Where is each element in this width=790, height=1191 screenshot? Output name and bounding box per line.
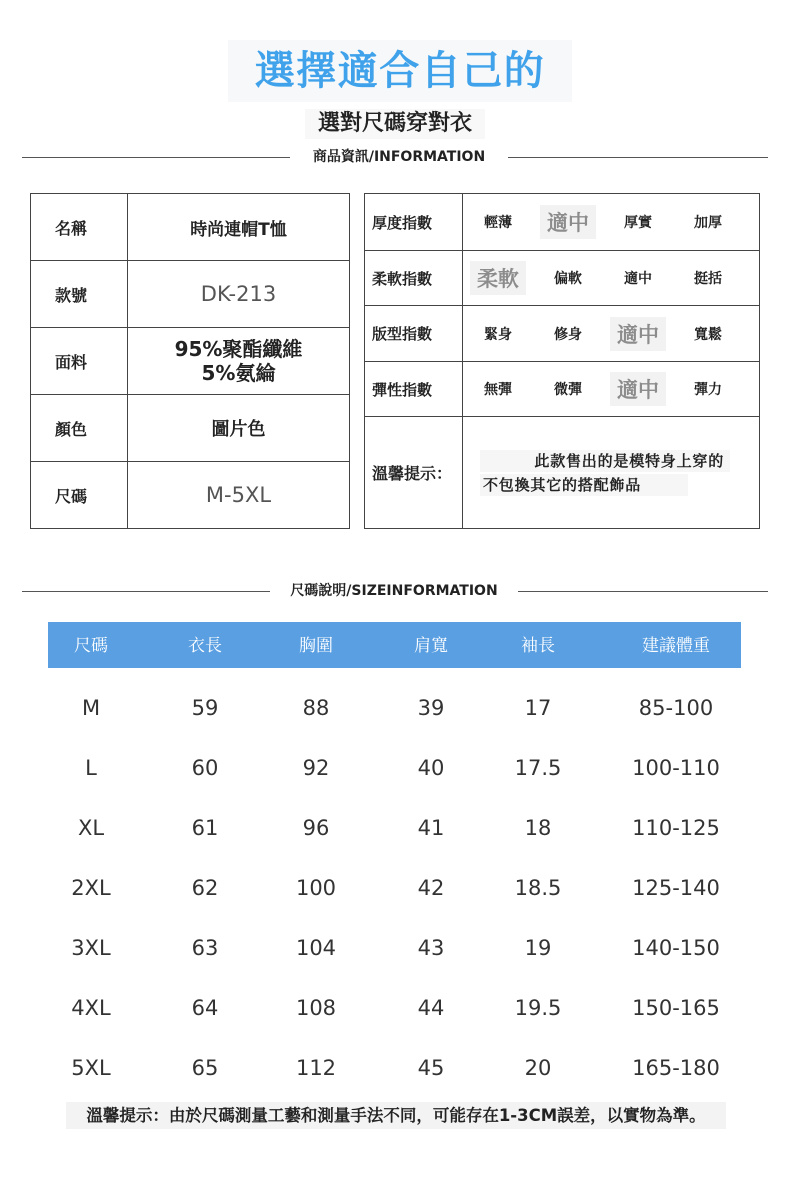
size-cell: 17 [524,696,552,720]
index-option-label: 柔軟 [470,261,526,295]
section-heading-info: 商品資訊/INFORMATION [312,149,486,165]
size-cell: XL [77,816,105,840]
size-cell: L [85,756,97,780]
size-cell: 110-125 [632,816,720,840]
index-option [673,212,743,232]
size-cell: 4XL [71,996,111,1020]
size-cell: 18.5 [514,876,562,900]
index-row-fit [365,305,759,361]
index-option [533,268,603,288]
size-cell: 140-150 [632,936,720,960]
info-value: DK-213 [200,282,277,306]
size-cell: 17.5 [514,756,562,780]
divider-line [518,591,768,592]
size-cell: 43 [417,936,445,960]
size-header-cell: 衣長 [188,636,222,656]
size-cell: 2XL [71,876,111,900]
info-value [128,328,349,394]
size-cell: 92 [302,756,330,780]
info-value: 時尚連帽T恤 [190,219,287,240]
size-cell: 42 [417,876,445,900]
index-option [463,324,533,344]
index-option [533,205,603,239]
index-options [463,306,759,361]
info-label: 名稱 [31,194,128,260]
fabric-line: 5%氨綸 [201,361,276,385]
size-cell: 59 [191,696,219,720]
index-option [463,212,533,232]
size-cell: M [81,696,101,720]
index-row-thickness [365,194,759,250]
index-option-label: 挺括 [694,271,722,287]
table-row [0,738,790,798]
info-label: 面料 [31,328,128,394]
index-option-label: 彈力 [694,382,722,398]
size-cell: 45 [417,1056,445,1080]
index-option-label: 加厚 [694,215,722,231]
index-label: 版型指數 [365,306,463,361]
size-cell: 96 [302,816,330,840]
info-row-name [31,194,349,260]
index-option-label: 緊身 [484,326,512,343]
table-row [0,858,790,918]
info-label: 顏色 [31,395,128,461]
index-options [463,251,759,305]
index-option [603,317,673,351]
index-option [673,324,743,344]
size-cell: 63 [191,936,219,960]
index-option-label: 寬鬆 [694,326,722,343]
size-cell: 88 [302,696,330,720]
index-option-label: 微彈 [554,382,582,398]
product-info-table [30,193,350,529]
index-option-label: 修身 [554,326,582,343]
table-row [0,678,790,738]
size-cell: 108 [295,996,337,1020]
size-cell: 100-110 [632,756,720,780]
size-cell: 64 [191,996,219,1020]
size-cell: 39 [417,696,445,720]
index-row-elasticity [365,361,759,416]
size-cell: 62 [191,876,219,900]
index-options [463,362,759,416]
size-cell: 100 [295,876,337,900]
page-subtitle: 選對尺碼穿對衣 [305,109,485,139]
table-row [0,918,790,978]
size-cell: 125-140 [632,876,720,900]
size-cell: 61 [191,816,219,840]
info-value: 圖片色 [211,419,266,440]
size-header-cell: 建議體重 [642,636,710,656]
index-option-label: 適中 [610,317,666,351]
table-row [0,978,790,1038]
index-option-label: 適中 [624,271,652,287]
index-option [603,372,673,406]
size-cell: 19.5 [514,996,562,1020]
size-table [0,622,790,1098]
divider-line [22,591,270,592]
divider-line [22,157,290,158]
size-cell: 18 [524,816,552,840]
size-cell: 40 [417,756,445,780]
index-label: 厚度指數 [365,194,463,250]
index-options [463,194,759,250]
index-option-label: 輕薄 [484,215,512,231]
notice-content [463,417,759,528]
index-option-label: 厚實 [624,215,652,231]
footer-note: 溫馨提示：由於尺碼測量工藝和測量手法不同，可能存在1-3CM誤差，以實物為準。 [66,1102,726,1129]
info-row-size [31,461,349,528]
size-header-cell: 肩寬 [414,636,448,656]
size-cell: 85-100 [638,696,714,720]
info-row-fabric [31,327,349,394]
size-cell: 44 [417,996,445,1020]
notice-line: 不包換其它的搭配飾品 [480,474,688,496]
size-cell: 104 [295,936,337,960]
size-cell: 165-180 [632,1056,720,1080]
info-row-color [31,394,349,461]
info-value: M-5XL [205,483,272,507]
fabric-line: 95%聚酯纖維 [174,337,303,361]
index-option-label: 適中 [610,372,666,406]
info-label: 尺碼 [31,462,128,528]
page-title: 選擇適合自己的 [228,40,572,102]
table-row [0,1038,790,1098]
index-option [463,379,533,399]
index-option [603,212,673,232]
section-heading-size: 尺碼說明/SIZEINFORMATION [290,583,498,599]
info-label: 款號 [31,261,128,327]
index-option-label: 適中 [540,205,596,239]
size-cell: 41 [417,816,445,840]
index-option-label: 偏軟 [554,271,582,287]
size-cell: 5XL [71,1056,111,1080]
size-header-cell: 胸圍 [299,636,333,656]
table-row [0,798,790,858]
index-option [533,379,603,399]
fabric-index-table [364,193,760,529]
notice-line: 此款售出的是模特身上穿的 [480,450,730,472]
size-cell: 60 [191,756,219,780]
size-header-cell: 尺碼 [74,636,108,656]
index-label: 彈性指數 [365,362,463,416]
notice-label: 溫馨提示： [365,417,463,528]
index-option [463,261,533,295]
index-option [603,268,673,288]
index-label: 柔軟指數 [365,251,463,305]
size-cell: 19 [524,936,552,960]
size-cell: 112 [295,1056,337,1080]
index-option [673,379,743,399]
size-cell: 3XL [71,936,111,960]
divider-line [508,157,768,158]
size-cell: 150-165 [632,996,720,1020]
notice-row [365,416,759,528]
size-header-cell: 袖長 [521,636,555,656]
info-row-style-number [31,260,349,327]
size-cell: 65 [191,1056,219,1080]
index-option [533,324,603,344]
index-option-label: 無彈 [484,382,512,398]
index-row-softness [365,250,759,305]
size-cell: 20 [524,1056,552,1080]
index-option [673,268,743,288]
